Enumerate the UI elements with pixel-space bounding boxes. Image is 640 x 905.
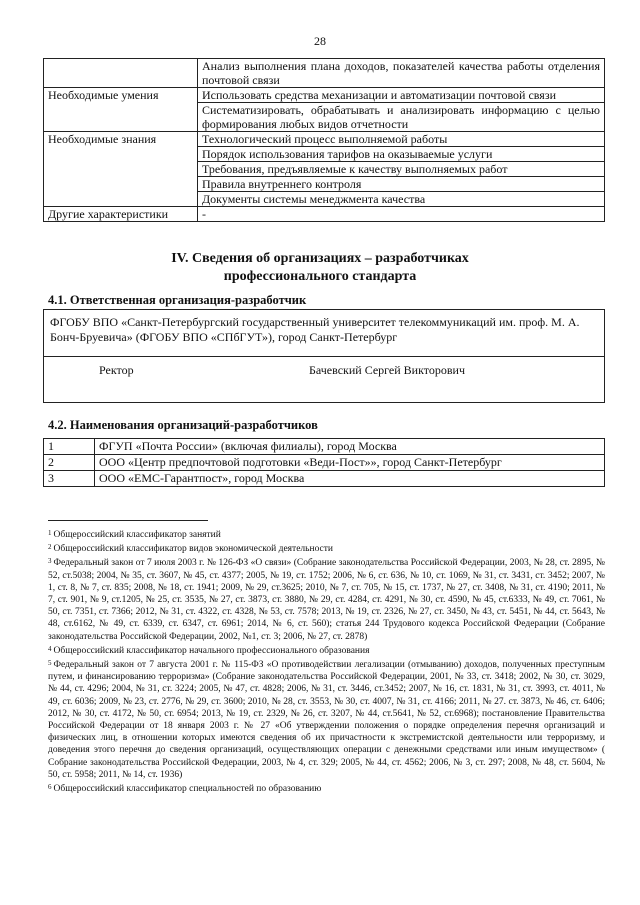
responsible-role: Ректор [99, 363, 134, 377]
footnote-text: Общероссийский классификатор занятий [53, 530, 221, 540]
footnotes [48, 527, 605, 795]
footnote-number: 2 [48, 543, 52, 552]
row-label: Необходимые умения [44, 88, 198, 132]
table-row [44, 59, 605, 88]
page-number: 28 [314, 34, 326, 48]
footnote-text: Федеральный закон от 7 августа 2001 г. № 115-ФЗ «О противодействии легализации (отмыванию) доходов, полученных преступным путем, и финансированию терроризма» (Собрание законодательства Российской Федерации, 2001, № 33, ст. 3418; 2002, № 30, ст. 3029, № 44, ст. 4296; 2004, № 31, ст. 3224; 2005, № 47, ст. 4828; 2006, № 31, ст. 3446, ст.3452; 2007, № 16, ст. 1831, № 31, ст. 3993, ст. 4011, № 49, ст. 6036; 2009, № 23, ст. 2776, № 29, ст. 3600; 2010, № 28, ст. 3553, № 30, ст. 4007, № 31, ст. 4166; 2011, № 27. ст. 3873, № 46, ст. 6406; 2012, № 30, ст. 4172, № 50, ст. 6954; 2013, № 19, ст. 2329, № 26, ст. 3207, № 44, ст.5641, № 52, ст.6968); постановление Правительства Российской Федерации от 18 января 2003 г. № 27 «Об утверждении положения о порядке определения перечня организаций и физических лиц, в отношении которых имеются сведения об их причастности к экстремистской деятельности или терроризму, и доведения этого перечня до сведения организаций, осуществляющих операции с денежными средствами или иным имуществом» ( Собрание законодательства Российской Федерации, 2003, № 4, ст. 329; 2005, № 44, ст. 4562; 2006, № 3, ст. 297; 2008, № 48, ст. 5604, № 50, ст. 5958; 2011, № 14, ст. 1936) [48, 660, 605, 780]
table-row [44, 207, 605, 222]
footnote [48, 555, 605, 642]
footnote-number: 1 [48, 529, 52, 537]
footnote [48, 527, 605, 541]
row-label: Необходимые знания [44, 132, 198, 207]
developer-number: 3 [44, 471, 95, 487]
footnote [48, 657, 605, 781]
developers-table [43, 438, 605, 487]
footnote-text: Федеральный закон от 7 июля 2003 г. № 126-ФЗ «О связи» (Собрание законодательства Российской Федерации, 2003, № 28, ст. 2895, № 52, ст.5038; 2004, № 35, ст. 3607, № 45, ст. 4377; 2005, № 19, ст. 1752; 2006, № 6, ст. 636, № 10, ст. 1069, № 31, ст. 3431, ст. 3452; 2007, № 1, ст. 8, № 7, ст. 835; 2008, № 18, ст. 1941; 2009, № 29, ст.3625; 2010, № 7, ст. 705, № 15, ст. 1737, № 27, ст. 3408, № 31, ст. 4190; 2011, № 7, ст. 901, № 9, ст.1205, № 25, ст. 3535, № 27, ст. 3873, ст. 3880, № 29, ст. 4284, ст. 4291, № 30, ст. 4590, № 45, ст.6333, № 49, ст. 7061, № 50, ст. 7351, ст. 7366; 2012, № 31, ст. 4322, ст. 4328, № 53, ст. 7578; 2013, № 19, ст. 2326, № 27, ст. 3450, № 43, ст. 5451, № 44, ст. 5643, № 48, ст.6162, № 49, ст. 6339, ст. 6347, ст. 6961; 2014, № 6, ст. 560); статья 244 Трудового кодекса Российской Федерации (Собрание законодательства Российской Федерации, 2002, №1, ст. 3; 2006, № 27, ст. 2878) [48, 558, 605, 642]
developer-name: ООО «ЕМС-Гарантпост», город Москва [95, 471, 605, 487]
table-row [44, 88, 605, 103]
row-label [44, 59, 198, 88]
footnote-text: Общероссийский классификатор специальностей по образованию [53, 784, 322, 795]
subsection-heading-developers: 4.2. Наименования организаций-разработчиков [48, 418, 318, 432]
row-value: Систематизировать, обрабатывать и анализировать информацию с целью формирования любых видов отчетности [198, 103, 605, 132]
row-value: Использовать средства механизации и автоматизации почтовой связи [198, 88, 605, 103]
row-value: Порядок использования тарифов на оказываемые услуги [198, 147, 605, 162]
footnote [48, 541, 605, 555]
footnote-divider [48, 520, 208, 521]
developer-number: 2 [44, 455, 95, 471]
row-value: Документы системы менеджмента качества [198, 192, 605, 207]
developer-name: ООО «Центр предпочтовой подготовки «Веди-Пост»», город Санкт-Петербург [95, 455, 605, 471]
section-title [0, 250, 640, 286]
footnote-number: 5 [48, 659, 52, 668]
responsible-org-name: ФГОБУ ВПО «Санкт-Петербургский государственный университет телекоммуникаций им. проф. М. А. Бонч-Бруевича» (ФГОБУ ВПО «СПбГУТ»), город Санкт-Петербург [50, 315, 580, 344]
row-value: Требования, предъявляемые к качеству выполняемых работ [198, 162, 605, 177]
footnote [48, 643, 605, 657]
row-value: Правила внутреннего контроля [198, 177, 605, 192]
responsible-org-box [43, 309, 605, 403]
row-value: Анализ выполнения плана доходов, показателей качества работы отделения почтовой связи [198, 59, 605, 88]
section-title-line: профессионального стандарта [223, 269, 417, 284]
row-value: Технологический процесс выполняемой работы [198, 132, 605, 147]
footnote-text: Общероссийский классификатор видов экономической деятельности [53, 544, 334, 555]
footnote-text: Общероссийский классификатор начального профессионального образования [53, 645, 370, 656]
row-value: - [198, 207, 605, 222]
divider [44, 356, 604, 357]
footnote-number: 4 [48, 644, 52, 653]
table-row [44, 132, 605, 147]
subsection-heading-responsible: 4.1. Ответственная организация-разработчик [48, 293, 307, 307]
footnote-number: 6 [48, 783, 52, 792]
developer-name: ФГУП «Почта России» (включая филиалы), город Москва [95, 439, 605, 455]
developer-number: 1 [44, 439, 95, 455]
table-row [44, 455, 605, 471]
characteristics-table [43, 58, 605, 222]
row-label: Другие характеристики [44, 207, 198, 222]
footnote [48, 781, 605, 795]
section-title-line: IV. Сведения об организациях – разработчиках [171, 251, 469, 266]
table-row [44, 471, 605, 487]
responsible-person: Бачевский Сергей Викторович [309, 363, 465, 377]
table-row [44, 439, 605, 455]
footnote-number: 3 [48, 557, 52, 566]
